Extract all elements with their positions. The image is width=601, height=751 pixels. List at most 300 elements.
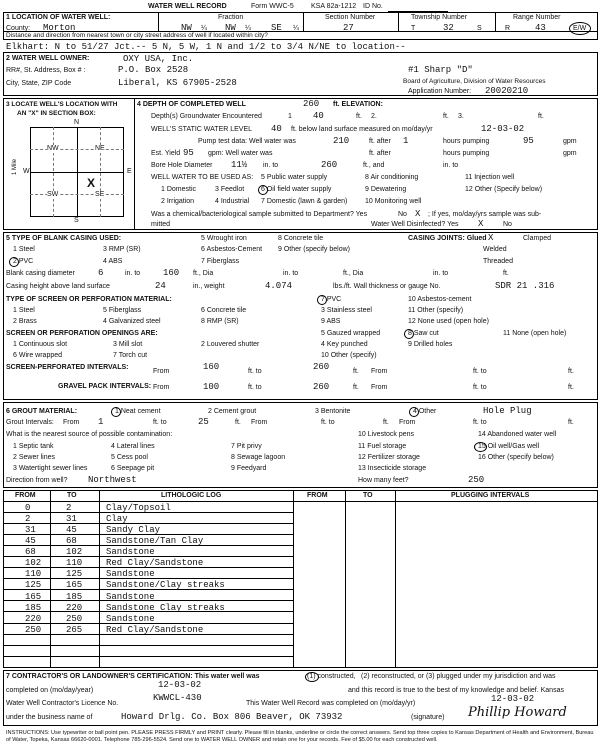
log-to: 250 xyxy=(66,613,83,624)
ft-label: ft. xyxy=(568,368,574,375)
casing-joints-label: CASING JOINTS: Glued xyxy=(408,235,487,242)
grout-option[interactable]: 2 Cement grout xyxy=(208,408,257,415)
divider xyxy=(134,98,135,230)
log-from: 68 xyxy=(25,547,36,558)
selection-circle xyxy=(111,407,121,417)
well-name: #1 Sharp "D" xyxy=(408,65,473,75)
license-label: Water Well Contractor's Licence No. xyxy=(6,700,119,707)
contamination-option[interactable]: 16 Other (specify below) xyxy=(478,454,554,461)
ft-to-label: ft. to xyxy=(321,419,335,426)
row-divider xyxy=(3,667,293,668)
pump-test-gpm: 95 xyxy=(523,136,534,146)
casing-weight-label: in., weight xyxy=(193,283,225,290)
grid-quarter-line xyxy=(53,127,54,217)
groundwater-1-number: 1 xyxy=(288,113,292,120)
log-lithology: Red Clay/Sandstone xyxy=(106,558,204,569)
range-r: R xyxy=(505,25,511,32)
ft-to-label: ft. to xyxy=(473,368,487,375)
log-to: 185 xyxy=(66,591,83,602)
ft-from-label: ft. xyxy=(383,419,389,426)
screen-option[interactable]: 4 Galvanized steel xyxy=(103,318,161,325)
disinfected-x: X xyxy=(478,219,484,229)
from-label: From xyxy=(153,368,170,375)
completed-rest: and this record is true to the best of my knowledge and belief. Kansas xyxy=(348,687,564,694)
how-many-feet-label: How many feet? xyxy=(358,477,409,484)
table-row xyxy=(3,613,593,624)
casing-option[interactable]: 8 Concrete tile xyxy=(278,235,324,242)
grout-option-selected[interactable]: 1 Neat cement xyxy=(115,408,161,415)
log-to: 165 xyxy=(66,580,83,591)
mitted-label: mitted xyxy=(151,221,171,228)
log-from: 2 xyxy=(25,514,31,525)
ft-to-label: ft. to xyxy=(248,368,262,375)
groundwater-ft: ft. xyxy=(538,113,544,120)
ft-from-label: ft. xyxy=(353,368,359,375)
contamination-option[interactable]: 1 Septic tank xyxy=(13,443,54,450)
contamination-label: What is the nearest source of possible contamination: xyxy=(6,431,173,438)
range-value: 43 xyxy=(535,23,546,33)
from-label: From xyxy=(63,419,80,426)
groundwater-1-value: 40 xyxy=(313,111,324,121)
log-to: 102 xyxy=(66,547,83,558)
log-from: 45 xyxy=(25,536,36,547)
contamination-option[interactable]: 5 Cess pool xyxy=(111,454,148,461)
ft-label: ft. xyxy=(568,419,574,426)
log-from: 125 xyxy=(25,580,42,591)
opening-option[interactable]: 1 Continuous slot xyxy=(13,341,68,348)
owner-value: OXY USA, Inc. xyxy=(123,54,194,64)
grid-horizontal-center xyxy=(30,172,124,173)
north-label: N xyxy=(74,119,80,126)
selection-circle xyxy=(9,257,19,267)
contamination-option[interactable]: 14 Abandoned water well xyxy=(478,431,557,438)
log-to: 265 xyxy=(66,624,83,635)
depth-label: 4 DEPTH OF COMPLETED WELL xyxy=(137,101,246,108)
disinfected-no: No xyxy=(503,221,512,228)
threaded-label: Threaded xyxy=(483,258,513,265)
form-number: Form WWC-5 xyxy=(251,3,294,10)
log-header-to: TO xyxy=(363,492,373,499)
contamination-option[interactable]: 7 Pit privy xyxy=(231,443,262,450)
township-s: S xyxy=(477,25,482,32)
south-label: S xyxy=(74,217,79,224)
contamination-option[interactable]: 8 Sewage lagoon xyxy=(231,454,286,461)
casing-diameter-value: 6 xyxy=(98,268,104,278)
contamination-option[interactable]: 9 Feedyard xyxy=(231,465,267,472)
casing-to-value: 160 xyxy=(163,268,180,278)
use-label: WELL WATER TO BE USED AS: xyxy=(151,174,254,181)
certification-constructed: (1) constructed, xyxy=(307,673,356,680)
screen-option[interactable]: 9 ABS xyxy=(321,318,341,325)
divider xyxy=(398,12,399,31)
from-label: From xyxy=(153,384,170,391)
chem-sample-no: No xyxy=(398,211,407,218)
pump-test-after: ft. after xyxy=(369,138,391,145)
grid-quarter-line xyxy=(100,127,101,217)
opening-option[interactable]: 7 Torch cut xyxy=(113,352,148,359)
log-header-to: TO xyxy=(67,492,77,499)
bore-in-to-2: in. to xyxy=(443,162,459,169)
casing-weight-value: 4.074 xyxy=(265,281,293,291)
form-title: WATER WELL RECORD xyxy=(148,3,227,10)
screen-option[interactable]: 11 Other (specify) xyxy=(408,307,464,314)
contamination-option[interactable]: 6 Seepage pit xyxy=(111,465,155,472)
log-lithology: Sandstone xyxy=(106,613,155,624)
bore-in-to: in. to xyxy=(263,162,279,169)
use-option-selected[interactable]: 6 Oil field water supply xyxy=(261,186,332,193)
log-lithology: Sandstone xyxy=(106,591,155,602)
range-direction: E/W xyxy=(573,25,587,32)
from-label: From xyxy=(251,419,268,426)
casing-in-to-2: in. to xyxy=(283,270,299,277)
fraction-1: NW xyxy=(181,23,192,33)
id-number-label: ID No. xyxy=(363,3,383,10)
mile-label: 1 Mile xyxy=(12,158,19,176)
completed-label: completed on (mo/day/year) xyxy=(6,687,94,694)
casing-option[interactable]: 7 Fiberglass xyxy=(201,258,240,265)
yield-rest: gpm: Well water was xyxy=(208,150,273,157)
fraction-label: Fraction xyxy=(218,14,244,21)
ft-to-label: ft. to xyxy=(153,419,167,426)
openings-label: SCREEN OR PERFORATION OPENINGS ARE: xyxy=(6,330,158,337)
casing-in-to-3: in. to xyxy=(433,270,449,277)
contamination-option[interactable]: 2 Sewer lines xyxy=(13,454,56,461)
log-lithology: Sandstone xyxy=(106,569,155,580)
use-option[interactable]: 9 Dewatering xyxy=(365,186,407,193)
screen-option[interactable]: 1 Steel xyxy=(13,307,35,314)
se-label: SE xyxy=(95,191,105,198)
opening-option[interactable]: 3 Mill slot xyxy=(113,341,143,348)
range-label: Range Number xyxy=(513,14,561,21)
signature-label: (signature) xyxy=(411,714,445,721)
row-divider xyxy=(3,645,293,646)
opening-option[interactable]: 9 Drilled holes xyxy=(408,341,453,348)
gravel-pack-label: GRAVEL PACK INTERVALS: xyxy=(58,383,152,390)
log-from: 185 xyxy=(25,602,42,613)
casing-option[interactable]: 4 ABS xyxy=(103,258,123,265)
table-row xyxy=(3,524,593,535)
selection-circle xyxy=(404,329,414,339)
log-from: 0 xyxy=(25,503,31,513)
table-row xyxy=(3,579,593,590)
nw-label: NW xyxy=(47,145,59,152)
casing-joints-x: X xyxy=(488,233,494,243)
business-value: Howard Drlg. Co. Box 806 Beaver, OK 73932 xyxy=(121,712,343,722)
ft-to-label: ft. to xyxy=(248,384,262,391)
grout-other-value: Hole Plug xyxy=(483,406,532,416)
casing-height-label: Casing height above land surface xyxy=(6,283,110,290)
screen-option[interactable]: 3 Stainless steel xyxy=(321,307,372,314)
use-option[interactable]: 5 Public water supply xyxy=(261,174,328,181)
casing-height-value: 24 xyxy=(155,281,166,291)
static-level-date: 12-03-02 xyxy=(481,124,525,134)
signature: Phillip Howard xyxy=(468,705,567,720)
grout-to: 25 xyxy=(198,417,209,427)
screen-option[interactable]: 10 Asbestos-cement xyxy=(408,296,472,303)
depth-value: 260 xyxy=(303,99,320,109)
certification-rest: (2) reconstructed, or (3) plugged under my jurisdiction and was xyxy=(361,673,556,680)
pump-test-hours: 1 xyxy=(403,136,409,146)
section-1-label: 1 LOCATION OF WATER WELL: xyxy=(6,14,111,21)
welded-label: Welded xyxy=(483,246,507,253)
log-lithology: Clay xyxy=(106,514,128,525)
screen-option[interactable]: 8 RMP (SR) xyxy=(201,318,239,325)
table-row xyxy=(3,513,593,524)
yield-value: 95 xyxy=(183,148,194,158)
log-rows xyxy=(3,502,598,668)
quarter-mark: ¼ xyxy=(293,25,299,32)
gravel-from: 100 xyxy=(203,382,220,392)
use-option[interactable]: 4 Industrial xyxy=(215,198,250,205)
casing-diameter-label: Blank casing diameter xyxy=(6,270,75,277)
grout-option[interactable]: 3 Bentonite xyxy=(315,408,351,415)
county-label: County: xyxy=(6,25,31,32)
opening-option-selected[interactable]: 8 Saw cut xyxy=(408,330,439,337)
log-lithology: Red Clay/Sandstone xyxy=(106,624,204,635)
grout-from: 1 xyxy=(98,417,104,427)
pump-test-label: Pump test data: Well water was xyxy=(198,138,296,145)
selection-circle xyxy=(474,442,487,452)
casing-option[interactable]: 1 Steel xyxy=(13,246,35,253)
casing-option[interactable]: 9 Other (specify below) xyxy=(278,246,350,253)
fraction-2: NW xyxy=(225,23,236,33)
from-label: From xyxy=(399,419,416,426)
table-row xyxy=(3,535,593,546)
grid-quarter-line xyxy=(30,194,124,195)
distance-value: Elkhart: N to 51/27 Jct.-- 5 N, 5 W, 1 N and 1/2 to 3/4 N/NE to location-- xyxy=(6,42,406,52)
log-to: 45 xyxy=(66,525,77,536)
log-header-from: FROM xyxy=(15,492,36,499)
grout-option-selected[interactable]: 4 Other xyxy=(413,408,437,415)
log-to: 2 xyxy=(66,503,72,513)
ft-from-label: ft. xyxy=(235,419,241,426)
water-well-record-form xyxy=(3,3,598,748)
selection-circle xyxy=(317,295,327,305)
bore-diameter: 11½ xyxy=(231,160,248,170)
quarter-mark: ¼ xyxy=(245,25,251,32)
township-value: 32 xyxy=(443,23,454,33)
log-from: 250 xyxy=(25,624,42,635)
yield-gpm: gpm xyxy=(563,150,577,157)
selection-circle xyxy=(409,407,419,417)
township-t: T xyxy=(411,25,416,32)
grid-quarter-line xyxy=(30,149,124,150)
gauge-value: SDR 21 .316 xyxy=(495,281,555,291)
ne-label: NE xyxy=(95,145,105,152)
yield-label: Est. Yield xyxy=(151,150,181,157)
hours-pumping-label: hours pumping xyxy=(443,138,490,145)
grout-material-label: 6 GROUT MATERIAL: xyxy=(6,408,78,415)
divider xyxy=(495,12,496,31)
contamination-option[interactable]: 12 Fertilizer storage xyxy=(358,454,420,461)
application-value: 20020210 xyxy=(485,86,529,96)
owner-label: 2 WATER WELL OWNER: xyxy=(6,55,90,62)
business-label: under the business name of xyxy=(6,714,93,721)
screen-option[interactable]: 6 Concrete tile xyxy=(201,307,247,314)
table-row xyxy=(3,502,593,513)
table-row xyxy=(3,546,593,557)
log-from: 31 xyxy=(25,525,36,536)
row-divider xyxy=(3,656,293,657)
casing-dia-rest-2: ft., Dia xyxy=(343,270,364,277)
opening-option[interactable]: 11 None (open hole) xyxy=(503,330,567,337)
certification-label: 7 CONTRACTOR'S OR LANDOWNER'S CERTIFICATION: This water well was xyxy=(6,673,260,680)
ksa-number: KSA 82a-1212 xyxy=(311,3,357,10)
section-number-value: 27 xyxy=(343,23,354,33)
instructions: INSTRUCTIONS: Use typewriter or ball point pen. PLEASE PRESS FIRMLY and PRINT clearly. Please fill in blanks, underline or circle the correct answers. Send top three copies to Kansas Department of Health and Environment, Bureau of Water, Topeka, Kansas 66620-0001. Telephone 785-296-5524. Send one to WATER WELL OWNER and retain one for your records. Fee of $5.00 for each constructed well. xyxy=(6,730,594,743)
bore-label: Bore Hole Diameter xyxy=(151,162,213,169)
address-value: P.O. Box 2528 xyxy=(118,65,189,75)
casing-option-selected[interactable]: 2 PVC xyxy=(13,258,34,265)
table-row xyxy=(3,591,593,602)
use-option[interactable]: 2 Irrigation xyxy=(161,198,195,205)
table-row xyxy=(3,602,593,613)
log-header-from: FROM xyxy=(307,492,328,499)
log-header-plugging: PLUGGING INTERVALS xyxy=(451,492,530,499)
log-lithology: Clay/Topsoil xyxy=(106,503,171,513)
casing-in-to: in. to xyxy=(125,270,141,277)
casing-dia-rest: ft., Dia xyxy=(193,270,214,277)
grout-intervals-label: Grout Intervals: xyxy=(6,419,54,426)
use-option[interactable]: 7 Domestic (lawn & garden) xyxy=(261,198,348,205)
chem-sample-label: Was a chemical/bacteriological sample submitted to Department? Yes xyxy=(151,211,368,218)
ft-from-label: ft. xyxy=(353,384,359,391)
contamination-option[interactable]: 3 Watertight sewer lines xyxy=(13,465,88,472)
groundwater-2-number: 2. xyxy=(371,113,377,120)
direction-label: Direction from well? xyxy=(6,477,68,484)
record-completed-label: This Water Well Record was completed on (mo/day/yr) xyxy=(246,700,416,707)
west-label: W xyxy=(23,168,30,175)
log-from: 102 xyxy=(25,558,42,569)
row-divider xyxy=(3,634,293,635)
casing-ft: ft. xyxy=(503,270,509,277)
location-x-mark: X xyxy=(87,176,96,190)
how-many-feet-value: 250 xyxy=(468,475,485,485)
table-row xyxy=(3,557,593,568)
record-completed-value: 12-03-02 xyxy=(491,694,535,704)
use-option[interactable]: 12 Other (Specify below) xyxy=(465,186,543,193)
chem-sample-x: X xyxy=(415,209,421,219)
static-level-label: WELL'S STATIC WATER LEVEL xyxy=(151,126,253,133)
city-label: City, State, ZIP Code xyxy=(6,80,72,87)
selection-circle xyxy=(305,672,319,682)
divider xyxy=(303,12,304,31)
opening-option[interactable]: 4 Key punched xyxy=(321,341,368,348)
fraction-3: SE xyxy=(271,23,282,33)
board-label: Board of Agriculture, Division of Water Resources xyxy=(403,78,546,85)
address-label: RR#, St. Address, Box # : xyxy=(6,67,86,74)
direction-value: Northwest xyxy=(88,475,137,485)
log-to: 68 xyxy=(66,536,77,547)
sw-label: SW xyxy=(47,191,59,198)
screen-intervals-label: SCREEN-PERFORATED INTERVALS: xyxy=(6,364,129,371)
screen-option-selected[interactable]: 7 PVC xyxy=(321,296,342,303)
license-value: KWWCL-430 xyxy=(153,693,202,703)
screen-option[interactable]: 5 Fiberglass xyxy=(103,307,142,314)
from-label: From xyxy=(371,384,388,391)
table-row xyxy=(3,568,593,579)
pump-test-ft: 210 xyxy=(333,136,350,146)
use-option[interactable]: 3 Feedlot xyxy=(215,186,245,193)
contamination-option[interactable]: 13 Insecticide storage xyxy=(358,465,427,472)
screen-to: 260 xyxy=(313,362,330,372)
ft-to-label: ft. to xyxy=(473,419,487,426)
county-value: Morton xyxy=(43,23,76,33)
wall-thickness-label: lbs./ft. Wall thickness or gauge No. xyxy=(333,283,441,290)
contamination-option[interactable]: 10 Livestock pens xyxy=(358,431,415,438)
opening-option[interactable]: 5 Gauzed wrapped xyxy=(321,330,381,337)
divider xyxy=(158,12,159,31)
casing-option[interactable]: 6 Asbestos-Cement xyxy=(201,246,263,253)
casing-option[interactable]: 3 RMP (SR) xyxy=(103,246,141,253)
log-lithology: Sandy Clay xyxy=(106,525,161,536)
bore-to: 260 xyxy=(321,160,338,170)
gpm-label: gpm xyxy=(563,138,577,145)
use-option[interactable]: 11 Injection well xyxy=(465,174,515,181)
static-level-rest: ft. below land surface measured on mo/day/yr xyxy=(291,126,433,133)
application-label: Application Number: xyxy=(408,88,472,95)
chem-sample-rest: ; If yes, mo/day/yrs sample was sub- xyxy=(428,211,542,218)
opening-option[interactable]: 6 Wire wrapped xyxy=(13,352,63,359)
screen-from: 160 xyxy=(203,362,220,372)
use-option[interactable]: 1 Domestic xyxy=(161,186,197,193)
east-label: E xyxy=(127,168,132,175)
bore-rest: ft., and xyxy=(363,162,385,169)
log-from: 165 xyxy=(25,591,42,602)
log-to: 110 xyxy=(66,558,83,569)
township-label: Township Number xyxy=(411,14,468,21)
log-header-lithologic: LITHOLOGIC LOG xyxy=(161,492,222,499)
groundwater-label: Depth(s) Groundwater Encountered xyxy=(151,113,262,120)
groundwater-3-number: 3. xyxy=(458,113,464,120)
log-from: 110 xyxy=(25,569,42,580)
log-lithology: Sandstone/Tan Clay xyxy=(106,536,204,547)
selection-circle xyxy=(258,185,268,195)
use-option[interactable]: 8 Air conditioning xyxy=(365,174,419,181)
casing-option[interactable]: 5 Wrought iron xyxy=(201,235,247,242)
ft-label: ft. xyxy=(568,384,574,391)
casing-label: 5 TYPE OF BLANK CASING USED: xyxy=(6,235,122,242)
log-to: 125 xyxy=(66,569,83,580)
city-value: Liberal, KS 67905-2528 xyxy=(118,78,237,88)
ft-to-label: ft. to xyxy=(473,384,487,391)
opening-option[interactable]: 2 Louvered shutter xyxy=(201,341,260,348)
contamination-option[interactable]: 11 Fuel storage xyxy=(358,443,407,450)
distance-label: Distance and direction from nearest town or city street address of well if located within city? xyxy=(6,32,268,39)
disinfected-label: Water Well Disinfected? Yes xyxy=(371,221,459,228)
contamination-option[interactable]: 4 Lateral lines xyxy=(111,443,155,450)
opening-option[interactable]: 10 Other (specify) xyxy=(321,352,377,359)
yield-hours-pumping: hours pumping xyxy=(443,150,490,157)
static-level-value: 40 xyxy=(271,124,282,134)
locate-label-2: AN "X" IN SECTION BOX: xyxy=(17,110,96,117)
yield-after: ft. after xyxy=(369,150,391,157)
clamped-label: Clamped xyxy=(523,235,552,242)
screen-material-label: TYPE OF SCREEN OR PERFORATION MATERIAL: xyxy=(6,296,172,303)
log-lithology: Sandstone Clay streaks xyxy=(106,602,225,613)
section-number-label: Section Number xyxy=(325,14,376,21)
table-row xyxy=(3,624,593,635)
quarter-mark: ¼ xyxy=(201,25,207,32)
contamination-option-selected[interactable]: 15 Oil well/Gas well xyxy=(478,443,540,450)
log-lithology: Sandstone/Clay streaks xyxy=(106,580,225,591)
use-option[interactable]: 10 Monitoring well xyxy=(365,198,422,205)
screen-option[interactable]: 2 Brass xyxy=(13,318,37,325)
locate-label: 3 LOCATE WELL'S LOCATION WITH xyxy=(6,101,118,108)
log-from: 220 xyxy=(25,613,42,624)
screen-option[interactable]: 12 None used (open hole) xyxy=(408,318,489,325)
elevation-label: ft. ELEVATION: xyxy=(333,101,383,108)
